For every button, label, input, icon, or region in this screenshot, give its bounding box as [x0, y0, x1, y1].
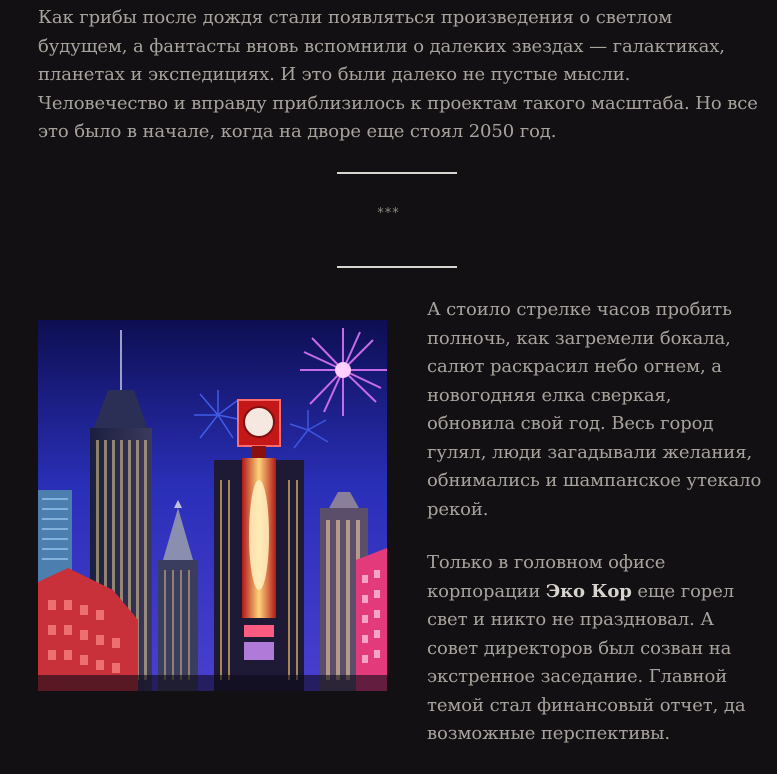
company-name-eco-cor: Эко Кор — [545, 580, 632, 602]
side-text-column — [427, 296, 762, 774]
side-paragraph-eco-cor — [427, 549, 762, 749]
section-separator-stars: *** — [377, 206, 400, 221]
separator-line-top — [337, 172, 457, 174]
side-paragraph-eco-cor-start: Только в головном офисе корпорации — [427, 552, 666, 602]
side-paragraph-midnight: А стоило стрелке часов пробить полночь, как загремели бокала, салют раскрасил небо огнем, а новогодняя елка сверкая, обновила свой год. Весь город гулял, люди загадывали желания, обнимались и шампанское утекало рекой. — [427, 299, 762, 520]
separator-line-bottom — [337, 266, 457, 268]
side-paragraph-eco-cor-end: еще горел свет и никто не праздновал. А совет директоров был созван на экстренное заседание. Главной темой стал финансовый отчет, да возможные перспективы. — [427, 580, 746, 744]
intro-paragraph: Как грибы после дождя стали появляться произведения о светлом будущем, а фантасты вновь вспомнили о далеких звездах — галактиках, планетах и экспедициях. И это были далеко не пустые мысли. Человечество и вправду приблизилось к проектам такого масштаба. Но все это было в начале, когда на дворе еще стоял 2050 год. — [38, 7, 758, 142]
city-new-year-fireworks-illustration — [38, 320, 387, 691]
